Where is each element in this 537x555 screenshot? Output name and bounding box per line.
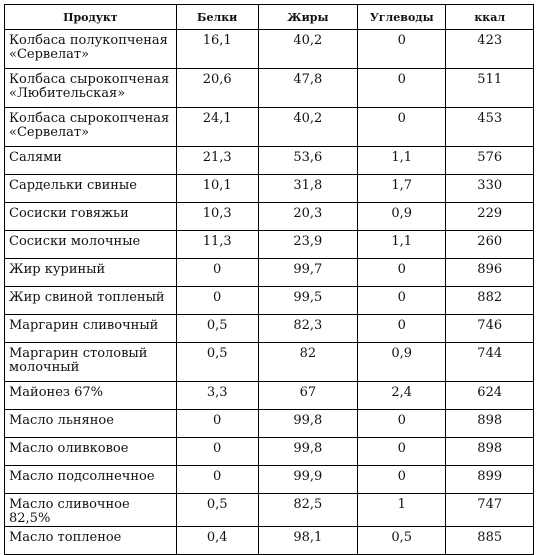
product-name-line: Колбаса полукопченая xyxy=(9,33,168,48)
product-cell xyxy=(5,382,177,410)
product-name-line: Масло льняное xyxy=(9,413,114,428)
product-cell xyxy=(5,438,177,466)
header-fat: Жиры xyxy=(258,5,357,30)
header-product: Продукт xyxy=(5,5,177,30)
protein-cell: 16,1 xyxy=(176,30,258,69)
carbs-cell: 0 xyxy=(358,410,446,438)
kcal-cell: 511 xyxy=(446,69,534,108)
table-row xyxy=(5,438,534,466)
kcal-cell: 576 xyxy=(446,147,534,175)
fat-cell: 99,9 xyxy=(258,466,357,494)
protein-cell: 21,3 xyxy=(176,147,258,175)
header-protein: Белки xyxy=(176,5,258,30)
product-name-line: Сосиски говяжьи xyxy=(9,206,129,221)
kcal-cell: 899 xyxy=(446,466,534,494)
kcal-cell: 898 xyxy=(446,438,534,466)
product-name-line: Масло оливковое xyxy=(9,441,129,456)
protein-cell: 0,4 xyxy=(176,527,258,555)
product-cell xyxy=(5,69,177,108)
carbs-cell: 1,1 xyxy=(358,147,446,175)
kcal-cell: 898 xyxy=(446,410,534,438)
kcal-cell: 896 xyxy=(446,259,534,287)
product-cell xyxy=(5,30,177,69)
fat-cell: 23,9 xyxy=(258,231,357,259)
kcal-cell: 885 xyxy=(446,527,534,555)
fat-cell: 53,6 xyxy=(258,147,357,175)
protein-cell: 11,3 xyxy=(176,231,258,259)
product-cell xyxy=(5,343,177,382)
carbs-cell: 0 xyxy=(358,287,446,315)
table-row xyxy=(5,315,534,343)
table-row xyxy=(5,69,534,108)
kcal-cell: 747 xyxy=(446,494,534,527)
fat-cell: 40,2 xyxy=(258,108,357,147)
carbs-cell: 0 xyxy=(358,30,446,69)
product-name-line: Сосиски молочные xyxy=(9,234,141,249)
product-name-line: Колбаса сырокопченая xyxy=(9,72,170,87)
carbs-cell: 0 xyxy=(358,438,446,466)
protein-cell: 0 xyxy=(176,259,258,287)
protein-cell: 10,1 xyxy=(176,175,258,203)
table-row xyxy=(5,259,534,287)
fat-cell: 40,2 xyxy=(258,30,357,69)
product-name-line: «Сервелат» xyxy=(9,47,90,62)
product-cell xyxy=(5,494,177,527)
fat-cell: 99,8 xyxy=(258,438,357,466)
table-row xyxy=(5,30,534,69)
product-cell xyxy=(5,147,177,175)
product-name-line: Масло топленое xyxy=(9,530,122,545)
fat-cell: 31,8 xyxy=(258,175,357,203)
protein-cell: 0,5 xyxy=(176,494,258,527)
protein-cell: 0 xyxy=(176,410,258,438)
table-row xyxy=(5,527,534,555)
product-name-line: Жир куриный xyxy=(9,262,106,277)
table-row xyxy=(5,466,534,494)
carbs-cell: 0,9 xyxy=(358,203,446,231)
product-name-line: Масло подсолнечное xyxy=(9,469,155,484)
product-cell xyxy=(5,108,177,147)
kcal-cell: 746 xyxy=(446,315,534,343)
carbs-cell: 0,9 xyxy=(358,343,446,382)
carbs-cell: 0,5 xyxy=(358,527,446,555)
product-cell xyxy=(5,259,177,287)
nutrition-table xyxy=(4,4,534,555)
fat-cell: 82,5 xyxy=(258,494,357,527)
table-row xyxy=(5,108,534,147)
fat-cell: 47,8 xyxy=(258,69,357,108)
product-name-line: Маргарин сливочный xyxy=(9,318,159,333)
protein-cell: 0 xyxy=(176,287,258,315)
fat-cell: 99,7 xyxy=(258,259,357,287)
carbs-cell: 1 xyxy=(358,494,446,527)
table-row xyxy=(5,410,534,438)
kcal-cell: 330 xyxy=(446,175,534,203)
fat-cell: 99,5 xyxy=(258,287,357,315)
protein-cell: 0,5 xyxy=(176,315,258,343)
protein-cell: 0 xyxy=(176,438,258,466)
table-row xyxy=(5,287,534,315)
table-row xyxy=(5,494,534,527)
product-cell xyxy=(5,287,177,315)
kcal-cell: 882 xyxy=(446,287,534,315)
product-name-line: Майонез 67% xyxy=(9,385,104,400)
kcal-cell: 229 xyxy=(446,203,534,231)
product-name-line: Сардельки свиные xyxy=(9,178,137,193)
carbs-cell: 0 xyxy=(358,259,446,287)
product-name-line: «Сервелат» xyxy=(9,125,90,140)
product-name-line: Маргарин столовый xyxy=(9,346,148,361)
carbs-cell: 0 xyxy=(358,69,446,108)
product-cell xyxy=(5,203,177,231)
fat-cell: 82,3 xyxy=(258,315,357,343)
product-name-line: Салями xyxy=(9,150,62,165)
protein-cell: 0 xyxy=(176,466,258,494)
table-row xyxy=(5,343,534,382)
product-name-line: молочный xyxy=(9,360,80,375)
kcal-cell: 744 xyxy=(446,343,534,382)
product-name-line: Масло сливочное 82,5% xyxy=(9,497,130,526)
protein-cell: 20,6 xyxy=(176,69,258,108)
carbs-cell: 1,1 xyxy=(358,231,446,259)
table-body xyxy=(5,30,534,555)
product-cell xyxy=(5,466,177,494)
kcal-cell: 423 xyxy=(446,30,534,69)
fat-cell: 99,8 xyxy=(258,410,357,438)
kcal-cell: 453 xyxy=(446,108,534,147)
table-row xyxy=(5,382,534,410)
product-cell xyxy=(5,231,177,259)
kcal-cell: 260 xyxy=(446,231,534,259)
table-row xyxy=(5,203,534,231)
kcal-cell: 624 xyxy=(446,382,534,410)
fat-cell: 98,1 xyxy=(258,527,357,555)
product-cell xyxy=(5,527,177,555)
carbs-cell: 0 xyxy=(358,108,446,147)
carbs-cell: 1,7 xyxy=(358,175,446,203)
header-carbs: Углеводы xyxy=(358,5,446,30)
product-cell xyxy=(5,175,177,203)
fat-cell: 82 xyxy=(258,343,357,382)
carbs-cell: 0 xyxy=(358,466,446,494)
protein-cell: 10,3 xyxy=(176,203,258,231)
table-row xyxy=(5,175,534,203)
protein-cell: 0,5 xyxy=(176,343,258,382)
product-name-line: Колбаса сырокопченая xyxy=(9,111,170,126)
fat-cell: 20,3 xyxy=(258,203,357,231)
table-row xyxy=(5,147,534,175)
product-cell xyxy=(5,410,177,438)
fat-cell: 67 xyxy=(258,382,357,410)
table-row xyxy=(5,231,534,259)
product-cell xyxy=(5,315,177,343)
carbs-cell: 0 xyxy=(358,315,446,343)
carbs-cell: 2,4 xyxy=(358,382,446,410)
header-kcal: ккал xyxy=(446,5,534,30)
header-row xyxy=(5,5,534,30)
protein-cell: 24,1 xyxy=(176,108,258,147)
product-name-line: Жир свиной топленый xyxy=(9,290,165,305)
product-name-line: «Любительская» xyxy=(9,86,126,101)
protein-cell: 3,3 xyxy=(176,382,258,410)
